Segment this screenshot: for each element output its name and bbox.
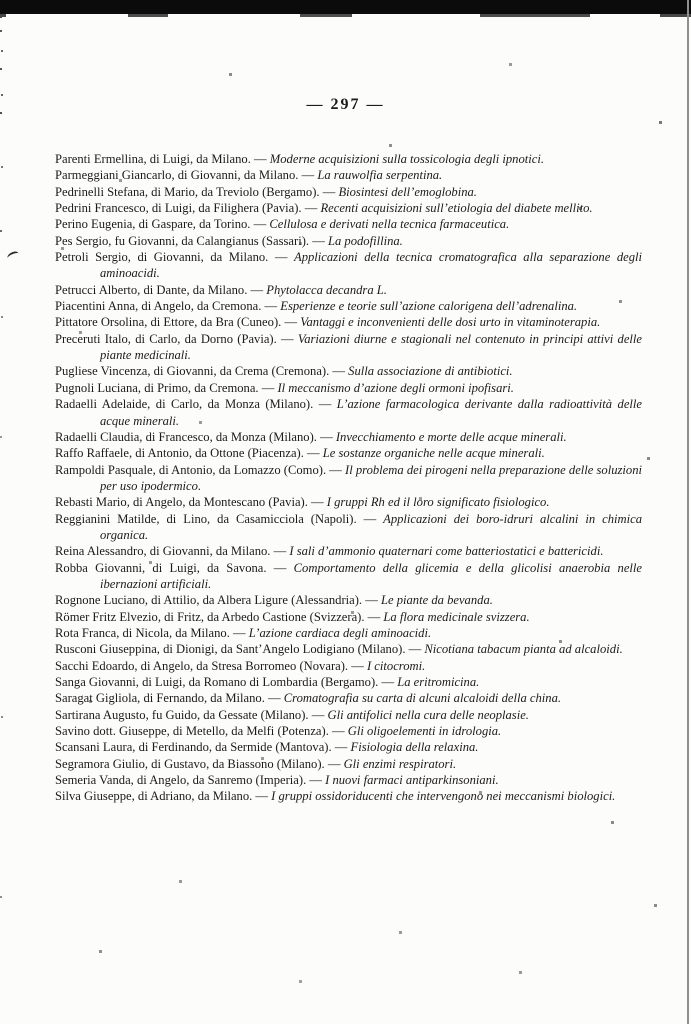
entry-title: Phytolacca decandra L. (266, 282, 387, 297)
entry-name: Silva Giuseppe, di Adriano, da Milano. (55, 789, 253, 804)
entry-name: Reggianini Matilde, di Lino, da Casamicciola (Napoli). (55, 511, 357, 526)
entry (55, 772, 642, 788)
entry (55, 167, 642, 183)
entry (55, 184, 642, 200)
entry-name: Petroli Sergio, di Giovanni, da Milano. (55, 250, 269, 265)
dash-separator: — (268, 250, 295, 265)
entry (55, 314, 642, 330)
entry (55, 511, 642, 544)
entry-title: Biosintesi dell’emoglobina. (338, 184, 477, 199)
dash-separator: — (324, 756, 344, 771)
dash-separator: — (258, 380, 278, 395)
entry (55, 380, 642, 396)
dash-separator: — (261, 299, 281, 314)
page-number-header: — 297 — (306, 96, 385, 113)
dash-separator: — (247, 282, 267, 297)
entry-name: Sacchi Edoardo, di Angelo, da Stresa Borromeo (Novara). (55, 658, 349, 673)
entry-title: Applicazioni della tecnica cromatografica alla separazione degli aminoacidi. (100, 250, 643, 281)
entry-name: Pedrini Francesco, di Luigi, da Filighera (Pavia). (55, 201, 302, 216)
entry-name: Rognone Luciano, di Attilio, da Albera Ligure (Alessandria). (55, 593, 363, 608)
entry-title: Le piante da bevanda. (380, 593, 493, 608)
dash-separator: — (326, 462, 346, 477)
dash-separator: — (316, 429, 336, 444)
entry-list (55, 151, 642, 805)
entry-title: I gruppi ossidoriducenti che intervengono nei meccanismi biologici. (271, 789, 616, 804)
dash-separator: — (306, 773, 326, 788)
entry (55, 249, 642, 282)
entry-title: I nuovi farmaci antiparkinsoniani. (325, 773, 499, 788)
scan-artifact-ink-mark (6, 250, 20, 261)
entry (55, 494, 642, 510)
entry (55, 445, 642, 461)
entry-title: L’azione cardiaca degli aminoacidi. (248, 625, 432, 640)
dash-separator: — (264, 691, 284, 706)
entry (55, 690, 642, 706)
entry-title: Sulla associazione di antibiotici. (348, 364, 513, 379)
dash-separator: — (364, 609, 384, 624)
entry (55, 658, 642, 674)
entry-title: Il meccanismo d’azione degli ormoni ipofisari. (277, 380, 514, 395)
entry-title: Recenti acquisizioni sull’etiologia del diabete mellito. (320, 201, 593, 216)
scan-artifact-left-edge-marks (0, 16, 2, 18)
dash-separator: — (276, 331, 298, 346)
entry-name: Rusconi Giuseppina, di Dionigi, da Sant’Angelo Lodigiano (Milano). (55, 642, 406, 657)
entry-name: Scansani Laura, di Ferdinando, da Sermide (Mantova). (55, 740, 332, 755)
entry-name: Radaelli Adelaide, di Carlo, da Monza (Milano). (55, 397, 314, 412)
entry (55, 739, 642, 755)
dash-separator: — (405, 642, 425, 657)
entry-name: Pugliese Vincenza, di Giovanni, da Crema (Cremona). (55, 364, 330, 379)
entry-title: La podofillina. (327, 233, 403, 248)
dash-separator: — (356, 511, 384, 526)
dash-separator: — (309, 233, 328, 248)
entry-name: Sanga Giovanni, di Luigi, da Romano di Lombardia (Bergamo). (55, 675, 379, 689)
entry-name: Radaelli Claudia, di Francesco, da Monza (Milano). (55, 429, 317, 444)
entry-title: L’azione farmacologica derivante dalla radioattività delle acque minerali. (100, 397, 642, 428)
entry (55, 592, 642, 608)
entry-title: Cellulosa e derivati nella tecnica farmaceutica. (269, 217, 510, 232)
entry-title: La rauwolfia serpentina. (317, 168, 443, 183)
dash-separator: — (378, 675, 398, 689)
entry-title: Moderne acquisizioni sulla tossicologia degli ipnotici. (269, 152, 545, 166)
dash-separator: — (303, 446, 323, 461)
entry-name: Perino Eugenia, di Gaspare, da Torino. (55, 217, 251, 232)
entry (55, 560, 642, 593)
entry (55, 216, 642, 232)
entry-name: Parmeggiani Giancarlo, di Giovanni, da Milano. (55, 168, 299, 183)
entry-title: I gruppi Rh ed il loro significato fisiologico. (326, 495, 550, 510)
entry (55, 788, 642, 804)
entry (55, 200, 642, 216)
dash-separator: — (329, 364, 349, 379)
entry (55, 707, 642, 723)
dash-separator: — (331, 740, 351, 755)
entry-title: I sali d’ammonio quaternari come batteriostatici e battericidi. (289, 544, 604, 559)
entry-title: La flora medicinale svizzera. (383, 609, 530, 624)
entry-title: Le sostanze organiche nelle acque minerali. (322, 446, 545, 461)
entry-name: Rebasti Mario, di Angelo, da Montescano (Pavia). (55, 495, 308, 510)
entry-name: Semeria Vanda, di Angelo, da Sanremo (Imperia). (55, 773, 307, 788)
scan-artifact-paper-specks (0, 0, 1, 1)
entry-title: Nicotiana tabacum pianta ad alcaloidi. (424, 642, 623, 657)
dash-separator: — (328, 724, 348, 739)
entry-name: Piacentini Anna, di Angelo, da Cremona. (55, 299, 262, 314)
entry-name: Rota Franca, di Nicola, da Milano. (55, 625, 230, 640)
entry-title: La eritromicina. (397, 675, 480, 689)
entry-name: Segramora Giulio, di Gustavo, da Biassono (Milano). (55, 756, 325, 771)
dash-separator: — (270, 544, 290, 559)
scan-artifact-top-band (0, 0, 691, 14)
dash-separator: — (252, 789, 272, 804)
entry (55, 396, 642, 429)
entry-title: Comportamento della glicemia e della glicolisi anaerobia nelle ibernazioni artificiali. (100, 560, 643, 591)
entry (55, 641, 642, 657)
dash-separator: — (308, 707, 328, 722)
entry (55, 462, 642, 495)
dash-separator: — (250, 217, 270, 232)
dash-separator: — (307, 495, 327, 510)
entry-name: Römer Fritz Elvezio, di Fritz, da Arbedo Castione (Svizzera). (55, 609, 365, 624)
entry (55, 298, 642, 314)
scan-artifact-right-edge-line (687, 0, 689, 1024)
entry-name: Sartirana Augusto, fu Guido, da Gessate (Milano). (55, 707, 309, 722)
dash-separator: — (313, 397, 337, 412)
entry-name: Pedrinelli Stefana, di Mario, da Treviolo (Bergamo). (55, 184, 320, 199)
dash-separator: — (266, 560, 294, 575)
entry-name: Rampoldi Pasquale, di Antonio, da Lomazzo (Como). (55, 462, 327, 477)
entry-name: Pittatore Orsolina, di Ettore, da Bra (Cuneo). (55, 315, 282, 330)
entry-title: Cromatografia su carta di alcuni alcaloidi della china. (283, 691, 562, 706)
entry (55, 363, 642, 379)
entry-title: Gli antifolici nella cura delle neoplasie. (327, 707, 529, 722)
dash-separator: — (362, 593, 381, 608)
entry-title: Il problema dei pirogeni nella preparazione delle soluzioni per uso ipodermico. (100, 462, 643, 493)
entry (55, 625, 642, 641)
entry (55, 282, 642, 298)
entry (55, 756, 642, 772)
entry (55, 609, 642, 625)
entry-name: Pes Sergio, fu Giovanni, da Calangianus (Sassari). (55, 233, 310, 248)
entry-title: Vantaggi e inconvenienti delle dosi urto in vitaminoterapia. (300, 315, 601, 330)
entry (55, 233, 642, 249)
entry-name: Robba Giovanni, di Luigi, da Savona. (55, 560, 267, 575)
entry-name: Raffo Raffaele, di Antonio, da Ottone (Piacenza). (55, 446, 304, 461)
entry-name: Petrucci Alberto, di Dante, da Milano. (55, 282, 248, 297)
entry-name: Savino dott. Giuseppe, di Metello, da Melfi (Potenza). (55, 724, 329, 739)
entry-name: Preceruti Italo, di Carlo, da Dorno (Pavia). (55, 331, 277, 346)
dash-separator: — (298, 168, 318, 183)
entry (55, 331, 642, 364)
entry-name: Pugnoli Luciana, di Primo, da Cremona. (55, 380, 259, 395)
entry (55, 429, 642, 445)
dash-separator: — (319, 184, 339, 199)
entry-title: Gli enzimi respiratori. (343, 756, 457, 771)
entry (55, 543, 642, 559)
entry-title: Gli oligoelementi in idrologia. (347, 724, 502, 739)
dash-separator: — (250, 152, 270, 166)
dash-separator: — (281, 315, 301, 330)
entry-title: Fisiologia della relaxina. (350, 740, 479, 755)
dash-separator: — (348, 658, 367, 673)
dash-separator: — (229, 625, 249, 640)
entry-name: Reina Alessandro, di Giovanni, da Milano. (55, 544, 271, 559)
entry-title: I citocromi. (366, 658, 426, 673)
entry-title: Esperienze e teorie sull’azione calorigena dell’adrenalina. (280, 299, 578, 314)
entry-title: Invecchiamento e morte delle acque minerali. (335, 429, 567, 444)
entry (55, 151, 642, 167)
entry (55, 674, 642, 690)
dash-separator: — (301, 201, 321, 216)
entry-name: Parenti Ermellina, di Luigi, da Milano. (55, 152, 251, 166)
entry-name: Saragat Gigliola, di Fernando, da Milano. (55, 691, 265, 706)
entry-title: Applicazioni dei boro-idruri alcalini in chimica organica. (100, 511, 643, 542)
entry-title: Variazioni diurne e stagionali nel contenuto in principi attivi delle piante medicinali. (100, 331, 642, 363)
entry (55, 723, 642, 739)
